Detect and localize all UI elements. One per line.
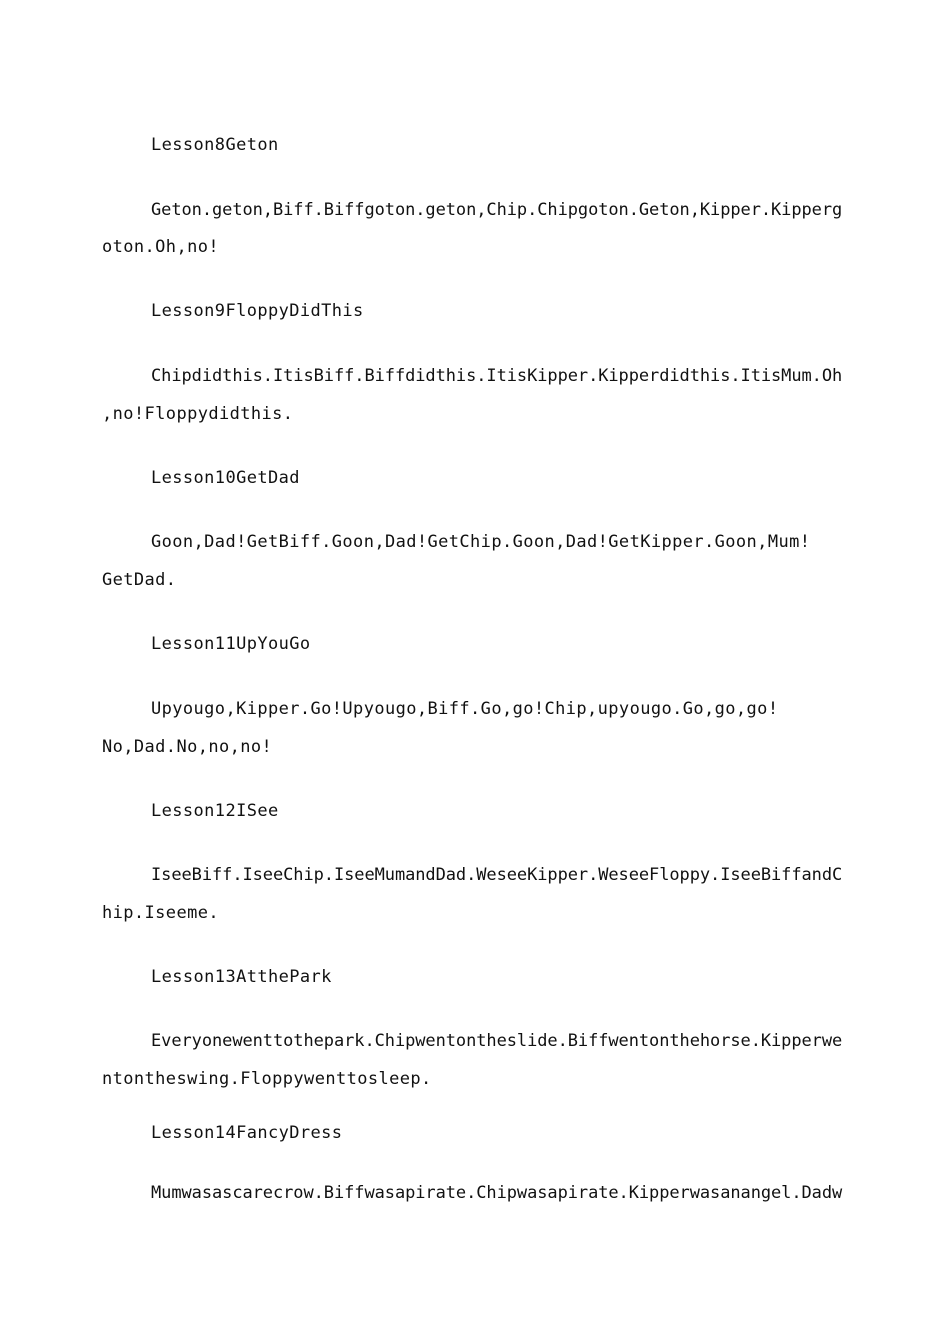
lesson-text-line: Mumwasascarecrow.Biffwasapirate.Chipwasapirate.Kipperwasanangel.Dadw <box>151 1183 843 1203</box>
lesson-heading: Lesson8Geton <box>151 135 279 155</box>
lesson-text-line: IseeBiff.IseeChip.IseeMumandDad.WeseeKipper.WeseeFloppy.IseeBiffandC <box>151 865 843 885</box>
lesson-heading: Lesson11UpYouGo <box>151 634 311 654</box>
lesson-heading: Lesson9FloppyDidThis <box>151 301 364 321</box>
lesson-text-line: hip.Iseeme. <box>102 903 219 923</box>
lesson-heading: Lesson14FancyDress <box>151 1123 343 1143</box>
lesson-text-line: Chipdidthis.ItisBiff.Biffdidthis.ItisKipper.Kipperdidthis.ItisMum.Oh <box>151 366 843 386</box>
lesson-text-line: Goon,Dad!GetBiff.Goon,Dad!GetChip.Goon,Dad!GetKipper.Goon,Mum! <box>151 532 811 552</box>
lesson-text-line: GetDad. <box>102 570 177 590</box>
lesson-heading: Lesson10GetDad <box>151 468 300 488</box>
lesson-text-line: Upyougo,Kipper.Go!Upyougo,Biff.Go,go!Chip,upyougo.Go,go,go! <box>151 699 779 719</box>
lesson-heading: Lesson12ISee <box>151 801 279 821</box>
lesson-text-line: oton.Oh,no! <box>102 237 219 257</box>
lesson-text-line: ,no!Floppydidthis. <box>102 404 294 424</box>
lesson-text-line: ntontheswing.Floppywenttosleep. <box>102 1069 432 1089</box>
lesson-heading: Lesson13AtthePark <box>151 967 332 987</box>
lesson-text-line: Geton.geton,Biff.Biffgoton.geton,Chip.Chipgoton.Geton,Kipper.Kipperg <box>151 200 843 220</box>
lesson-text-line: No,Dad.No,no,no! <box>102 737 273 757</box>
lesson-text-line: Everyonewenttothepark.Chipwentontheslide.Biffwentonthehorse.Kipperwe <box>151 1031 843 1051</box>
